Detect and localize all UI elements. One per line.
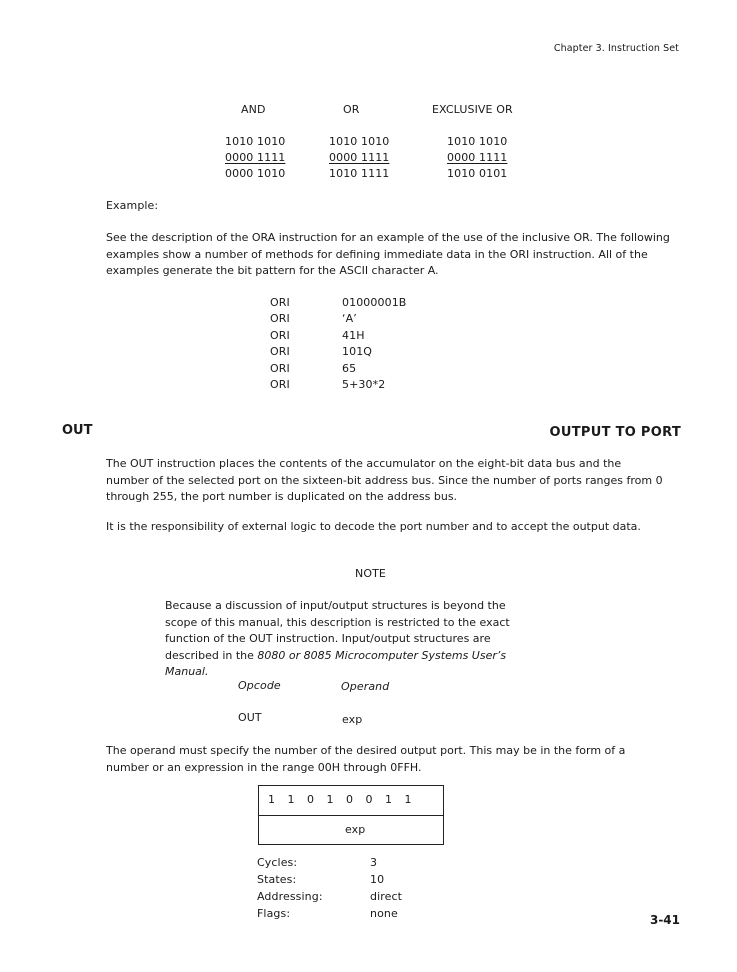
or-header: OR: [343, 103, 360, 116]
timing-value: none: [370, 907, 398, 920]
section-title: OUTPUT TO PORT: [549, 425, 681, 440]
opcode-bit: 1: [268, 793, 276, 806]
ori-op: ORI: [270, 328, 290, 342]
xor-operand-1: 1010 1010: [447, 135, 508, 148]
and-operand-2: 0000 1111: [225, 151, 286, 164]
operand-byte-label: exp: [345, 823, 366, 836]
timing-values: [370, 854, 402, 922]
ori-op: ORI: [270, 378, 290, 392]
opcode-label: Opcode: [238, 679, 281, 692]
opcode-byte-box: [258, 785, 444, 816]
timing-value: 3: [370, 856, 378, 869]
and-header: AND: [241, 103, 266, 116]
timing-label: States:: [257, 873, 297, 886]
ori-arg: 101Q: [342, 345, 373, 359]
opcode-bit: 1: [287, 793, 295, 806]
and-result: 0000 1010: [225, 167, 286, 180]
or-operand-2: 0000 1111: [329, 151, 390, 164]
note-title: NOTE: [355, 567, 386, 580]
ori-arg: ‘A’: [342, 312, 357, 326]
and-operand-1: 1010 1010: [225, 135, 286, 148]
chapter-header: Chapter 3. Instruction Set: [553, 43, 679, 54]
ori-op: ORI: [270, 345, 290, 359]
operand-paragraph: The operand must specify the number of the desired output port. This may be in the form of a number or an expression in the range 00H through 0FFH.: [106, 744, 626, 774]
out-paragraph-2: It is the responsibility of external logic to decode the port number and to accept the output data.: [106, 520, 641, 533]
xor-result: 1010 0101: [447, 167, 508, 180]
timing-label: Cycles:: [257, 856, 298, 869]
opcode-bits: [268, 793, 417, 806]
timing-labels: [257, 854, 323, 922]
timing-label: Addressing:: [257, 890, 323, 903]
timing-value: direct: [370, 890, 403, 903]
opcode-bit: 1: [404, 793, 412, 806]
opcode-bit: 1: [326, 793, 334, 806]
note-text: Because a discussion of input/output structures is beyond the scope of this manual, this description is restricted to the exact function of the OUT instruction. Input/output structures are described in the: [165, 599, 510, 662]
section-mnemonic: OUT: [62, 423, 93, 438]
ori-arg: 5+30*2: [342, 378, 386, 392]
ori-arg-column: [342, 295, 406, 393]
opcode-bit: 0: [307, 793, 315, 806]
xor-operand-2: 0000 1111: [447, 151, 508, 164]
ori-op: ORI: [270, 361, 290, 375]
timing-label: Flags:: [257, 907, 291, 920]
operand-value: exp: [342, 713, 363, 726]
opcode-value: OUT: [238, 711, 262, 724]
or-result: 1010 1111: [329, 167, 390, 180]
note-body: [165, 598, 535, 681]
opcode-bit: 0: [365, 793, 373, 806]
example-label: Example:: [106, 199, 159, 212]
ori-op: ORI: [270, 296, 290, 309]
opcode-bit: 0: [346, 793, 354, 806]
out-paragraph-1: The OUT instruction places the contents of the accumulator on the eight-bit data bus and the number of the selected port on the sixteen-bit address bus. Since the number of ports ranges from 0 through 255, the port number is duplicated on the address bus.: [106, 457, 663, 503]
or-operand-1: 1010 1010: [329, 135, 390, 148]
operand-label: Operand: [341, 680, 390, 693]
ori-arg: 01000001B: [342, 296, 407, 309]
opcode-bit: 1: [385, 793, 393, 806]
ori-arg: 65: [342, 361, 357, 375]
operand-byte-box: [258, 815, 444, 845]
page-number: 3-41: [649, 913, 680, 927]
xor-header: EXCLUSIVE OR: [432, 103, 513, 116]
ori-op-column: [270, 295, 290, 393]
example-paragraph: See the description of the ORA instruction for an example of the use of the inclusive OR. The following examples show a number of methods for defining immediate data in the ORI instruction. All of the examples generate the bit pattern for the ASCII character A.: [106, 231, 670, 277]
ori-op: ORI: [270, 312, 290, 326]
ori-arg: 41H: [342, 328, 365, 342]
note-manual-title: 8080 or 8085 Microcomputer Systems User’s Manual.: [165, 648, 507, 678]
timing-value: 10: [370, 873, 385, 886]
